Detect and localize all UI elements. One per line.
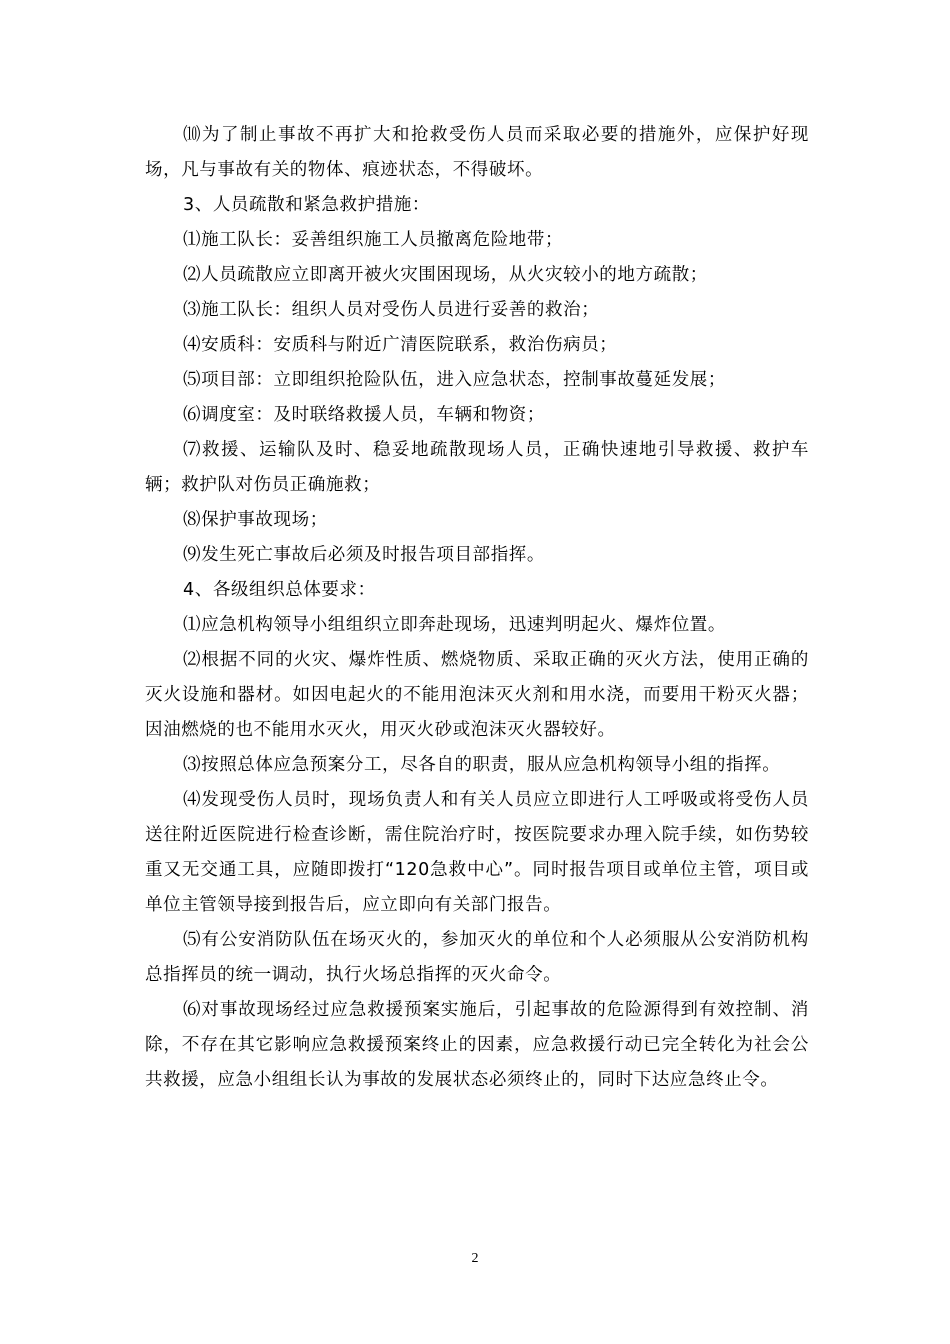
paragraph-item-6: ⑹调度室：及时联络救援人员，车辆和物资；	[183, 405, 545, 425]
paragraph-item-2: ⑵人员疏散应立即离开被火灾围困现场，从火灾较小的地方疏散；	[183, 265, 708, 285]
paragraph-item-3: ⑶施工队长：组织人员对受伤人员进行妥善的救治；	[183, 300, 600, 320]
paragraph-req-3: ⑶按照总体应急预案分工，尽各自的职责，服从应急机构领导小组的指挥。	[183, 755, 781, 775]
paragraph-item-7: ⑺救援、运输队及时、稳妥地疏散现场人员，正确快速地引导救援、救护车辆；救护队对伤员正确施救；	[145, 440, 809, 495]
paragraph-req-1: ⑴应急机构领导小组组织立即奔赴现场，迅速判明起火、爆炸位置。	[183, 615, 726, 635]
paragraph-item-5: ⑸项目部：立即组织抢险队伍，进入应急状态，控制事故蔓延发展；	[183, 370, 726, 390]
paragraph-req-5: ⑸有公安消防队伍在场灭火的，参加灭火的单位和个人必须服从公安消防机构总指挥员的统一调动，执行火场总指挥的灭火命令。	[145, 930, 809, 985]
paragraph-item-8: ⑻保护事故现场；	[183, 510, 328, 530]
paragraph-item-1: ⑴施工队长：妥善组织施工人员撤离危险地带；	[183, 230, 564, 250]
paragraph-req-6: ⑹对事故现场经过应急救援预案实施后，引起事故的危险源得到有效控制、消除，不存在其它影响应急救援预案终止的因素，应急救援行动已完全转化为社会公共救援，应急小组组长认为事故的发展状态必须终止的，同时下达应急终止令。	[145, 1000, 809, 1090]
paragraph-req-4: ⑷发现受伤人员时，现场负责人和有关人员应立即进行人工呼吸或将受伤人员送往附近医院进行检查诊断，需住院治疗时，按医院要求办理入院手续，如伤势较重又无交通工具，应随即拨打“120急救中心”。同时报告项目或单位主管，项目或单位主管领导接到报告后，应立即向有关部门报告。	[145, 790, 809, 915]
paragraph-item-9: ⑼发生死亡事故后必须及时报告项目部指挥。	[183, 545, 545, 565]
document-body	[145, 118, 809, 1098]
section-heading-requirements: 4、各级组织总体要求：	[183, 580, 376, 600]
paragraph-item-4: ⑷安质科：安质科与附近广清医院联系，救治伤病员；	[183, 335, 618, 355]
section-heading-evacuation: 3、人员疏散和紧急救护措施：	[183, 195, 431, 215]
paragraph-10-preserve-scene: ⑽为了制止事故不再扩大和抢救受伤人员而采取必要的措施外，应保护好现场，凡与事故有关的物体、痕迹状态，不得破坏。	[145, 125, 809, 180]
page-number: 2	[471, 1251, 479, 1266]
paragraph-req-2: ⑵根据不同的火灾、爆炸性质、燃烧物质、采取正确的灭火方法，使用正确的灭火设施和器材。如因电起火的不能用泡沫灭火剂和用水浇，而要用干粉灭火器；因油燃烧的也不能用水灭火，用灭火砂或泡沫灭火器较好。	[145, 650, 809, 740]
